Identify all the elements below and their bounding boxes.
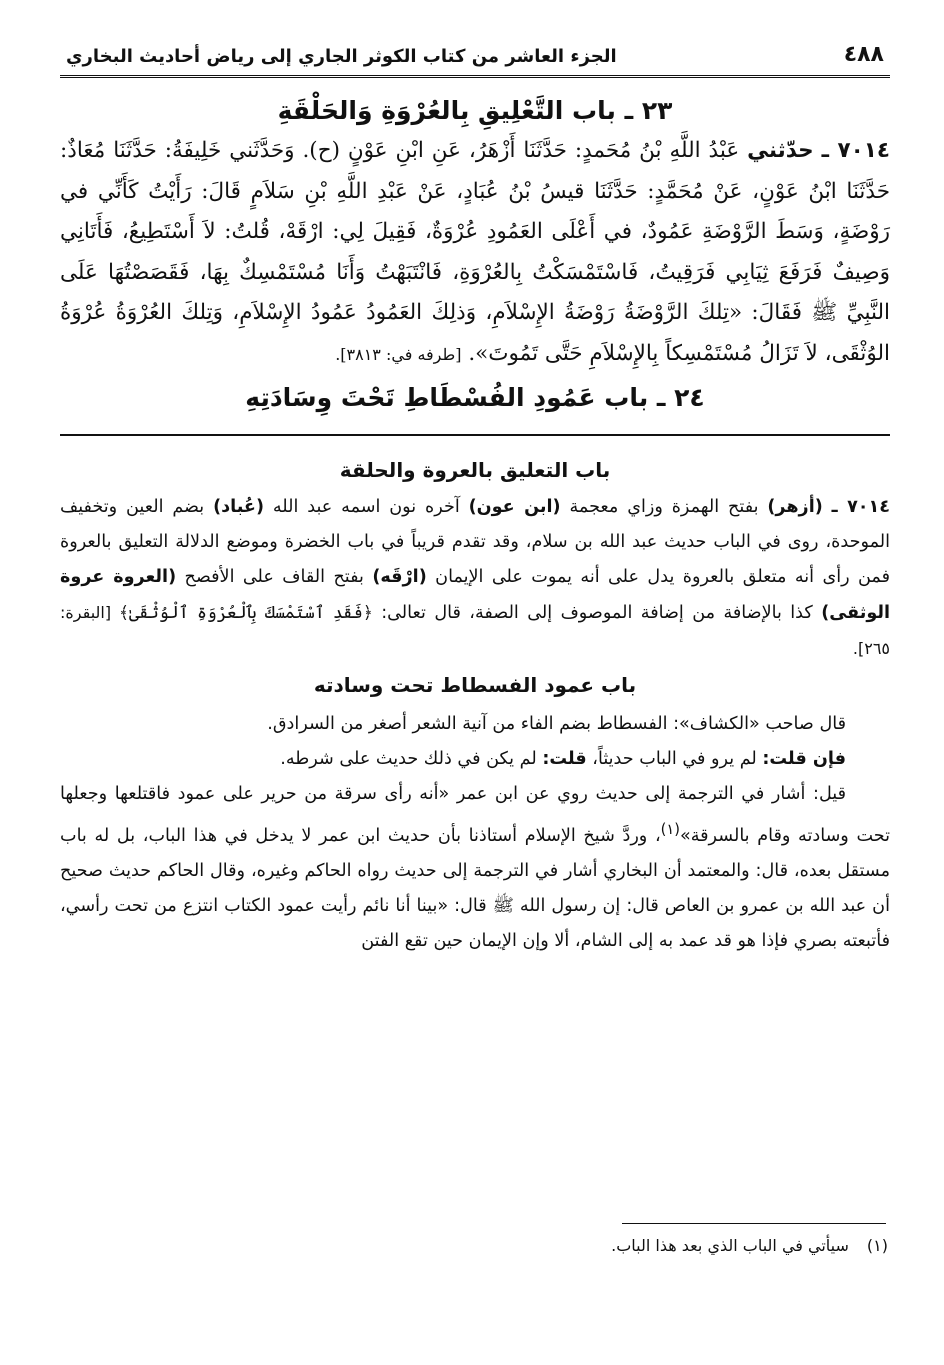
hadith-body: عَبْدُ اللَّهِ بْنُ مُحَمدٍ: حَدَّثَنَا أَزْهَرُ، عَنِ ابْنِ عَوْنٍ (ح). وَحَدَّثَني خَلِيفَةُ: حَدَّثَنَا مُعَاذٌ: حَدَّثَنَا ابْنُ عَوْنٍ، عَنْ مُحَمَّدٍ: حَدَّثَنَا قيسُ بْنُ عُبَادٍ، عَنْ عَبْدِ اللَّهِ بْنِ سَلاَمٍ قَالَ: رَأَيْتُ كَأَنِّي في رَوْضَةٍ، وَسَطَ الرَّوْضَةِ عَمُودٌ، في أَعْلَى العَمُودِ عُرْوَةٌ، فَقِيلَ لِي: ارْقَهْ، قُلتُ: لاَ أَسْتَطِيعُ، فَأَتَانِي وَصِيفٌ فَرَفَعَ ثِيَابِي فَرَقِيتُ، فَاسْتَمْسَكْتُ بِالعُرْوَةِ، فَانْتَبَهْتُ وَأَنَا مُسْتَمْسِكٌ بِهَا، فَقَصَصْتُهَا عَلَى النَّبِيِّ ﷺ فَقَالَ: «تِلكَ الرَّوْضَةُ رَوْضَةُ الإِسْلاَمِ، وَذلِكَ العَمُودُ عَمُودُ الإِسْلاَمِ، وَتِلكَ العُرْوَةُ عُرْوَةُ الوُثْقَى، لاَ تَزَالُ مُسْتَمْسِكاً بِالإِسْلاَمِ حَتَّى تَمُوتَ». <box>60 138 890 366</box>
quran-reference: [البقرة: ٢٦٥]. <box>60 603 890 658</box>
term-urwa-wuthqa: (العروة عروة الوثقى) <box>60 567 890 623</box>
footnote-text: سيأتي في الباب الذي بعد هذا الباب. <box>611 1236 849 1255</box>
commentary-heading-2: باب عمود الفسطاط تحت وسادته <box>313 673 637 697</box>
commentary-paragraph-1 <box>60 490 890 667</box>
commentary-paragraph-2: قال صاحب «الكشاف»: الفسطاط بضم الفاء من آنية الشعر أصغر من السرادق. <box>267 714 846 734</box>
answer-label: قلت: <box>542 749 587 769</box>
commentary-paragraph-4 <box>60 777 890 959</box>
commentary-text: لم يكن في ذلك حديث على شرطه. <box>280 749 543 769</box>
section-divider <box>60 434 890 436</box>
footnote <box>611 1236 888 1255</box>
question-label: فإن قلت: <box>762 749 846 769</box>
commentary-text: قيل: أشار في الترجمة إلى حديث روي عن ابن عمر «أنه رأى سرقة من حرير على عمود فاقتلعها وجعلها تحت وسادته وقام بالسرقة» <box>60 784 890 846</box>
running-header <box>60 38 890 78</box>
commentary-hadith-number: ٧٠١٤ ـ <box>831 497 891 517</box>
book-title: الجزء العاشر من كتاب الكوثر الجاري إلى رياض أحاديث البخاري <box>66 46 617 67</box>
chapter-24-title: ٢٤ ـ باب عَمُودِ الفُسْطَاطِ تَحْتَ وِسَادَتِهِ <box>245 383 705 412</box>
term-irqah: (ارْقَه) <box>372 567 427 587</box>
commentary-text: بفتح القاف على الأفصح <box>176 567 373 587</box>
term-ibn-awn: (ابن عون) <box>468 497 561 517</box>
commentary-text: بفتح الهمزة وزاي معجمة <box>560 497 768 517</box>
hadith-text <box>60 131 890 375</box>
quran-verse: ﴿فَقَدِ ٱسْتَمْسَكَ بِٱلْعُرْوَةِ ٱلْوُثْقَىٰ﴾ <box>119 603 373 623</box>
page-number: ٤٨٨ <box>843 42 884 67</box>
commentary-heading-1: باب التعليق بالعروة والحلقة <box>339 458 611 482</box>
term-ubad: (عُباد) <box>213 497 264 517</box>
page <box>60 38 890 959</box>
footnote-marker[interactable]: (١) <box>660 821 680 838</box>
commentary-paragraph-3 <box>60 742 890 777</box>
hadith-narrator-intro: حدّثني <box>747 138 814 163</box>
footnote-rule <box>622 1223 886 1224</box>
chapter-23-title: ٢٣ ـ باب التَّعْلِيقِ بِالعُرْوَةِ وَالحَلْقَةِ <box>277 96 673 125</box>
hadith-cross-ref: [طرفه في: ٣٨١٣]. <box>335 344 462 364</box>
commentary-text: كذا بالإضافة من إضافة الموصوف إلى الصفة، قال تعالى: <box>372 603 822 623</box>
commentary-text: لم يرو في الباب حديثاً، <box>586 749 763 769</box>
footnote-number: (١) <box>866 1236 888 1255</box>
hadith-number: ٧٠١٤ ـ <box>821 138 890 163</box>
commentary-text: بضم العين وتخفيف الموحدة، روى في الباب حديث عبد الله بن سلام، وقد تقدم قريباً في باب الخضرة وموضع الدلالة التعليق بالعروة فمن رأى أنه متعلق بالعروة يدل على أنه يموت على الإيمان <box>60 497 890 587</box>
commentary-text: آخره نون اسمه عبد الله <box>264 497 469 517</box>
term-azhar: (أزهر) <box>767 497 823 517</box>
commentary-text: ، وردَّ شيخ الإسلام أستاذنا بأن حديث ابن عمر لا يدخل في هذا الباب، بل له باب مستقل بعده، قال: والمعتمد أن البخاري أشار في الترجمة إلى حديث رواه الحاكم وغيره، وقال الحاكم حديث صحيح أن عبد الله بن عمرو بن العاص قال: إن رسول الله ﷺ قال: «بينا أنا نائم رأيت عمود الكتاب انتزع من تحت رأسي، فأتبعته بصري فإذا هو قد عمد به إلى الشام، ألا وإن الإيمان حين تقع الفتن <box>60 825 890 951</box>
